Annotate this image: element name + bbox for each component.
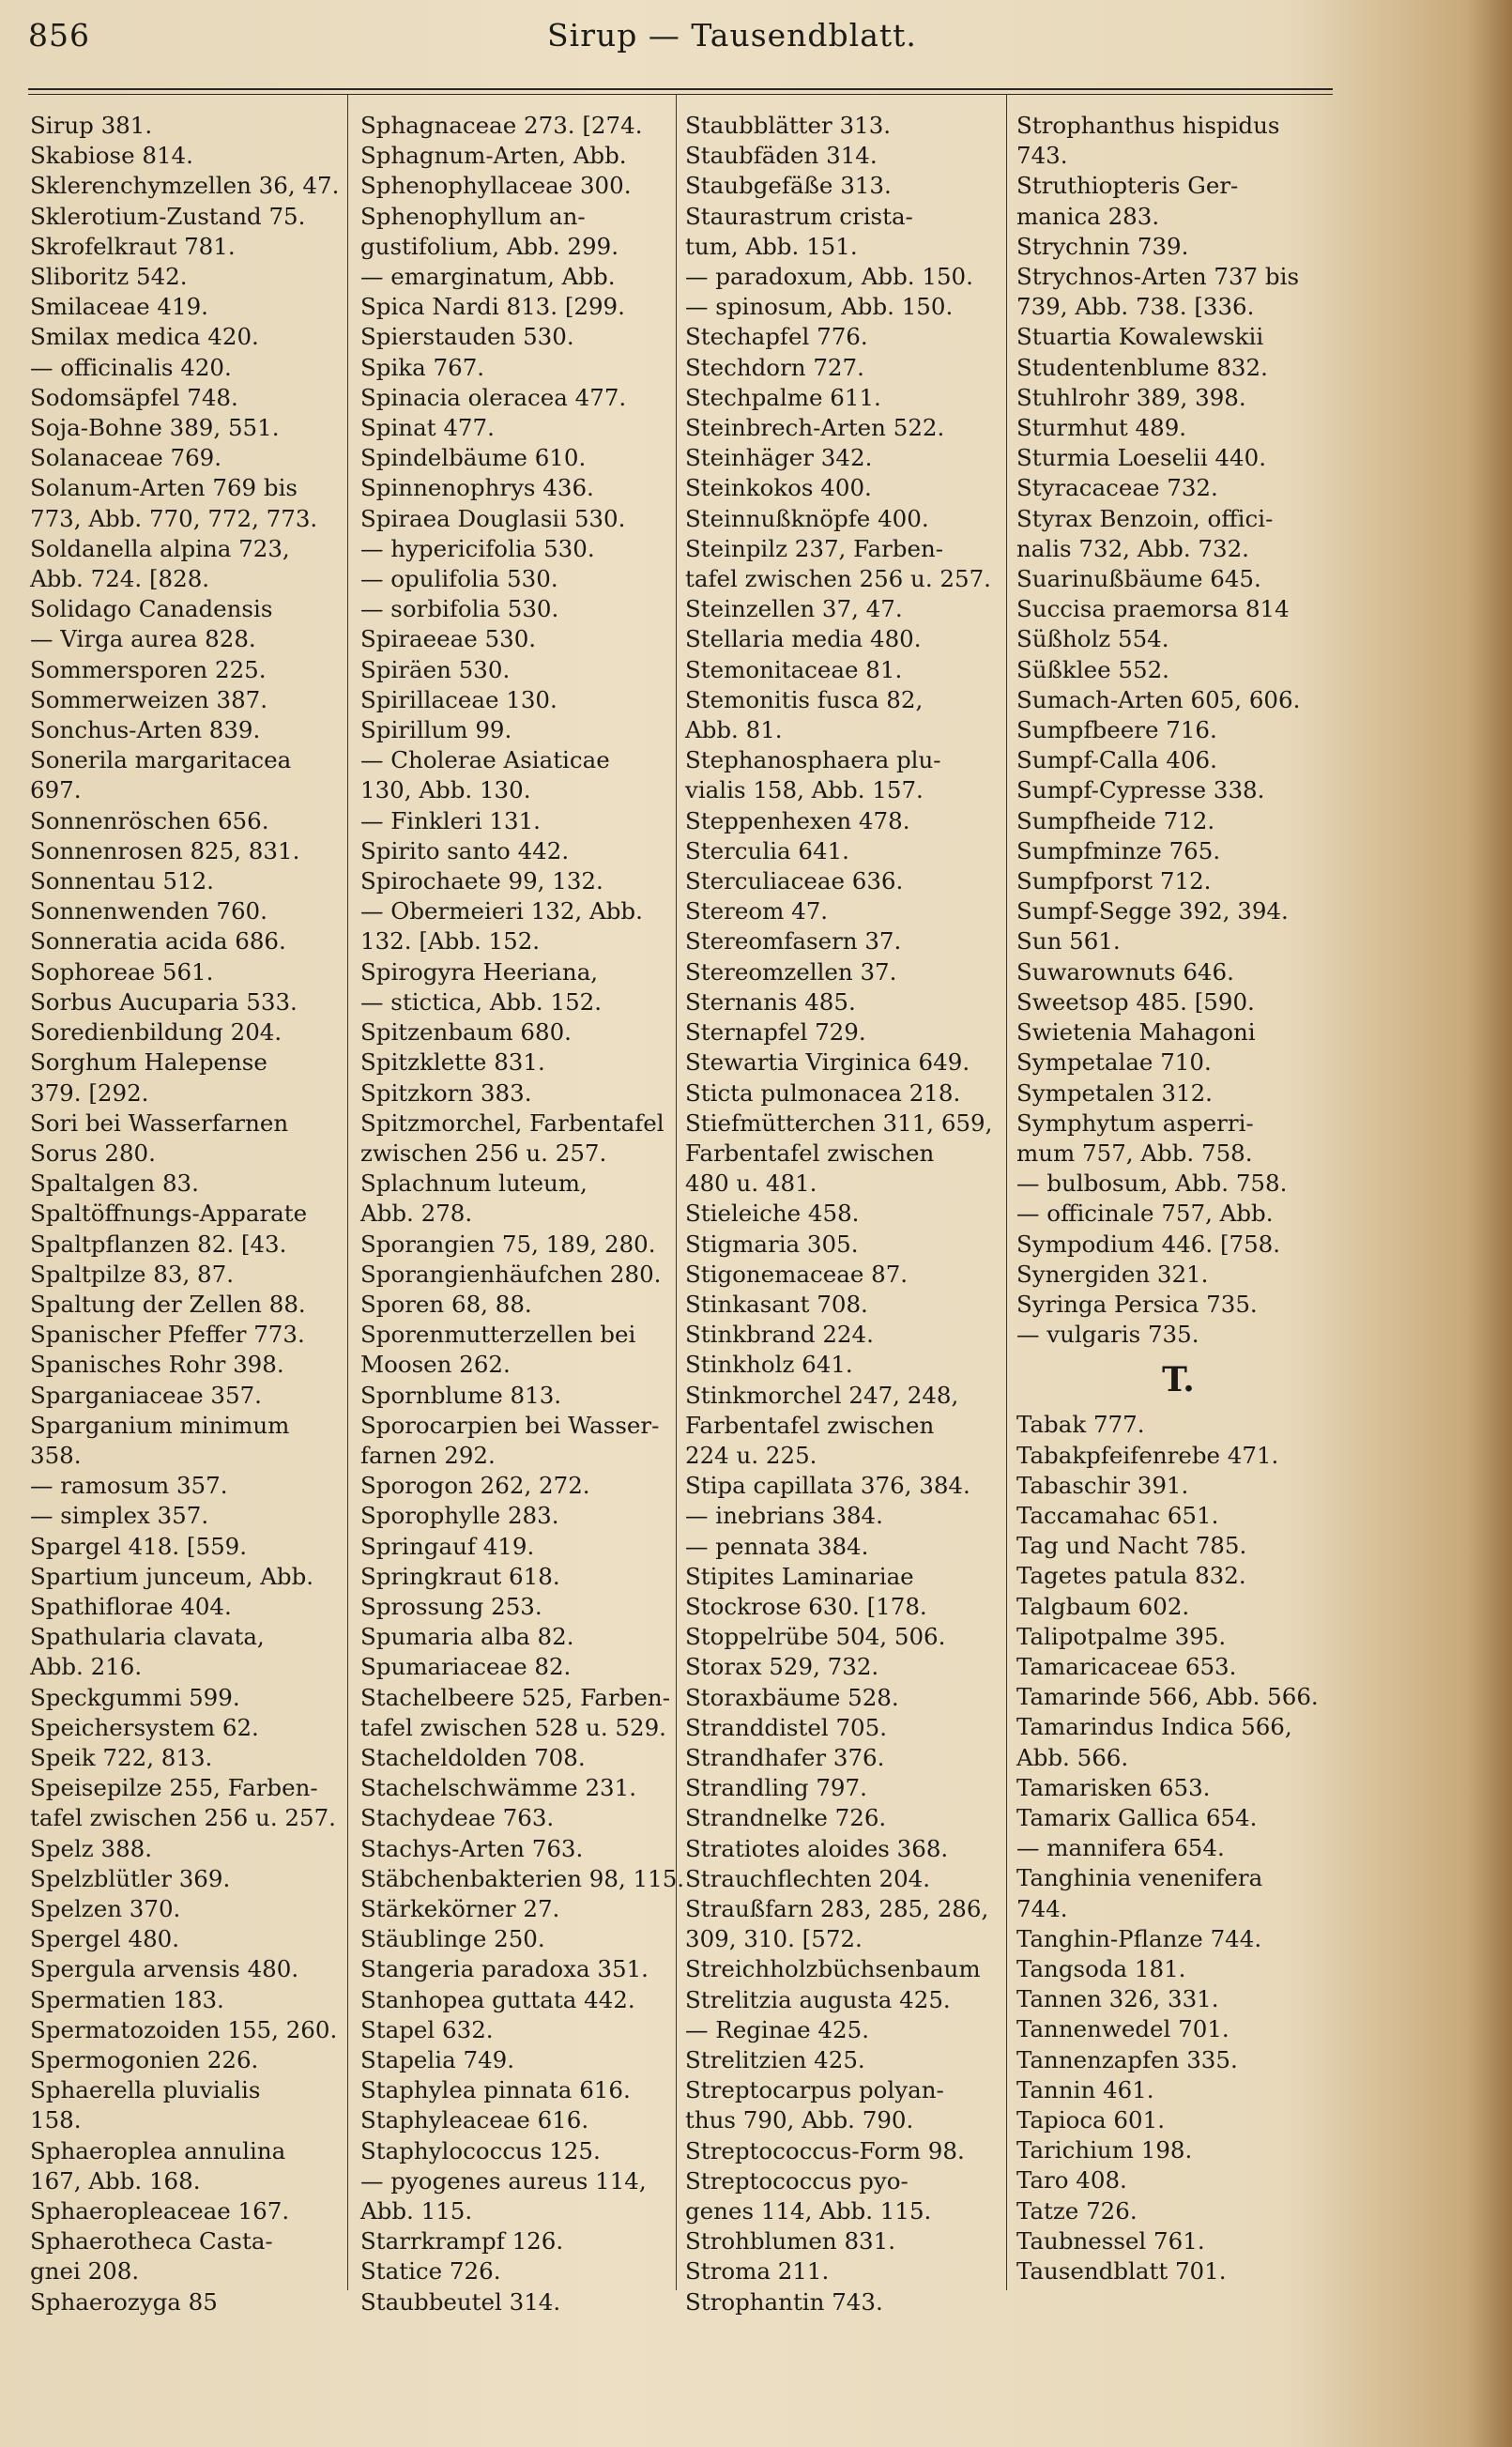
- index-entry: Syringa Persica 735.: [1016, 1290, 1258, 1318]
- index-entry: — Finkleri 131.: [360, 806, 541, 834]
- index-entry: Statice 726.: [360, 2257, 501, 2286]
- index-entry: Swietenia Mahagoni: [1016, 1018, 1256, 1047]
- index-entry: Sumpfbeere 716.: [1016, 716, 1217, 744]
- index-entry: vialis 158, Abb. 157.: [685, 776, 924, 804]
- index-entry: Speik 722, 813.: [30, 1743, 213, 1771]
- index-entry: Sumpfminze 765.: [1016, 836, 1221, 864]
- index-entry: Stemonitis fusca 82,: [685, 685, 924, 713]
- index-entry: Spinnenophrys 436.: [360, 474, 594, 502]
- index-entry: Strohblumen 831.: [685, 2227, 896, 2256]
- index-entry: Stinkholz 641.: [685, 1351, 853, 1379]
- index-entry: Sterculia 641.: [685, 836, 849, 864]
- index-entry: tafel zwischen 528 u. 529.: [360, 1713, 666, 1741]
- index-entry: Abb. 81.: [685, 716, 783, 744]
- index-entry: Sporogon 262, 272.: [360, 1472, 590, 1500]
- index-column-3: [685, 111, 1009, 2317]
- index-entry: zwischen 256 u. 257.: [360, 1139, 607, 1167]
- index-entry: Spaltöffnungs-Apparate: [30, 1200, 308, 1228]
- index-entry: thus 790, Abb. 790.: [685, 2106, 914, 2134]
- index-entry: Stacheldolden 708.: [360, 1743, 586, 1771]
- index-entry: Stipa capillata 376, 384.: [685, 1472, 970, 1500]
- index-entry: Stachydeae 763.: [360, 1804, 555, 1832]
- header-rule: [28, 88, 1333, 90]
- index-entry: Strophantin 743.: [685, 2287, 883, 2316]
- index-entry: — opulifolia 530.: [360, 565, 558, 593]
- index-entry: Stockrose 630. [178.: [685, 1592, 927, 1620]
- index-entry: Sklerotium-Zustand 75.: [30, 202, 306, 230]
- index-entry: Strandnelke 726.: [685, 1804, 887, 1832]
- index-entry: Sternapfel 729.: [685, 1018, 866, 1047]
- index-entry: Studentenblume 832.: [1016, 353, 1268, 381]
- index-entry: Stachelbeere 525, Farben-: [360, 1683, 670, 1711]
- index-entry: Staurastrum crista-: [685, 202, 913, 230]
- running-title: Sirup — Tausendblatt.: [547, 17, 917, 54]
- index-entry: 743.: [1016, 142, 1068, 170]
- index-entry: Spelzen 370.: [30, 1894, 181, 1922]
- index-entry: Speisepilze 255, Farben-: [30, 1774, 318, 1802]
- index-entry: 132. [Abb. 152.: [360, 927, 541, 956]
- index-entry: 739, Abb. 738. [336.: [1016, 293, 1255, 321]
- index-entry: Spierstauden 530.: [360, 323, 574, 351]
- index-entry: Sporenmutterzellen bei: [360, 1321, 636, 1349]
- index-entry: Sun 561.: [1016, 927, 1121, 956]
- index-entry: Spitzmorchel, Farbentafel: [360, 1109, 664, 1137]
- index-entry: Sonchus-Arten 839.: [30, 716, 261, 744]
- index-entry: Stapel 632.: [360, 2015, 494, 2043]
- index-entry: 744.: [1016, 1894, 1068, 1922]
- index-entry: Stemonitaceae 81.: [685, 655, 903, 683]
- index-entry: Sodomsäpfel 748.: [30, 383, 238, 411]
- index-entry: Taro 408.: [1016, 2166, 1127, 2195]
- index-entry: Spaltpflanzen 82. [43.: [30, 1230, 287, 1258]
- index-entry: Spitzenbaum 680.: [360, 1018, 572, 1047]
- index-entry: Steinhäger 342.: [685, 444, 873, 472]
- index-entry: Stereomfasern 37.: [685, 927, 902, 956]
- index-entry: Tausendblatt 701.: [1016, 2257, 1227, 2286]
- index-entry: Steinpilz 237, Farben-: [685, 534, 944, 562]
- index-entry: Spirillaceae 130.: [360, 685, 557, 713]
- index-entry: Sphaerella pluvialis: [30, 2076, 261, 2104]
- index-entry: Spermatien 183.: [30, 1985, 224, 2013]
- index-entry: Spumaria alba 82.: [360, 1623, 574, 1651]
- index-entry: Stapelia 749.: [360, 2046, 515, 2073]
- index-entry: Sonnenwenden 760.: [30, 897, 267, 925]
- index-entry: 224 u. 225.: [685, 1441, 817, 1469]
- index-entry: Strelitzien 425.: [685, 2046, 865, 2073]
- index-entry: Abb. 115.: [360, 2197, 473, 2225]
- index-entry: genes 114, Abb. 115.: [685, 2197, 932, 2225]
- index-entry: Sympetalen 312.: [1016, 1078, 1213, 1107]
- page-header: [0, 8, 1342, 64]
- index-entry: — stictica, Abb. 152.: [360, 987, 603, 1016]
- index-entry: Sumpf-Segge 392, 394.: [1016, 897, 1289, 925]
- index-entry: Spitzkorn 383.: [360, 1078, 532, 1107]
- index-entry: Streichholzbüchsenbaum: [685, 1955, 981, 1983]
- index-entry: Abb. 216.: [30, 1653, 143, 1681]
- index-entry: Styrax Benzoin, offici-: [1016, 504, 1274, 532]
- index-entry: Spinacia oleracea 477.: [360, 383, 627, 411]
- index-entry: Sorbus Aucuparia 533.: [30, 987, 298, 1016]
- index-entry: Staubblätter 313.: [685, 112, 892, 139]
- index-entry: Soja-Bohne 389, 551.: [30, 414, 280, 442]
- index-entry: Stratiotes aloides 368.: [685, 1834, 949, 1862]
- index-entry: Sphagnum-Arten, Abb.: [360, 142, 627, 170]
- index-entry: Sternanis 485.: [685, 987, 856, 1016]
- index-entry: gustifolium, Abb. 299.: [360, 232, 619, 260]
- index-entry: — officinalis 420.: [30, 353, 232, 381]
- index-entry: 697.: [30, 776, 82, 804]
- index-entry: Talgbaum 602.: [1016, 1592, 1190, 1620]
- index-entry: Stigmaria 305.: [685, 1230, 859, 1258]
- index-entry: Sorus 280.: [30, 1139, 156, 1167]
- index-entry: Speichersystem 62.: [30, 1713, 259, 1741]
- index-entry: Spermogonien 226.: [30, 2046, 259, 2073]
- index-entry: Spinat 477.: [360, 414, 495, 442]
- index-entry: Succisa praemorsa 814: [1016, 595, 1290, 623]
- index-entry: Storaxbäume 528.: [685, 1683, 899, 1711]
- index-entry: Tannin 461.: [1016, 2075, 1154, 2103]
- index-entry: Moosen 262.: [360, 1351, 511, 1379]
- index-entry: — paradoxum, Abb. 150.: [685, 263, 973, 291]
- index-entry: Strophanthus hispidus: [1016, 112, 1280, 139]
- index-entry: — hypericifolia 530.: [360, 534, 595, 562]
- index-entry: Talipotpalme 395.: [1016, 1622, 1227, 1650]
- index-entry: Steinbrech-Arten 522.: [685, 414, 945, 442]
- index-entry: Stäublinge 250.: [360, 1925, 545, 1953]
- page-number: 856: [28, 17, 90, 54]
- index-entry: Sklerenchymzellen 36, 47.: [30, 172, 340, 200]
- index-entry: Sorghum Halepense: [30, 1048, 267, 1077]
- index-entry: Stipites Laminariae: [685, 1562, 914, 1590]
- index-entry: Sumpfporst 712.: [1016, 867, 1212, 895]
- index-entry: Abb. 724. [828.: [30, 565, 210, 593]
- index-entry: Sticta pulmonacea 218.: [685, 1078, 961, 1107]
- index-entry: Sphagnaceae 273. [274.: [360, 112, 643, 139]
- index-entry: Spirito santo 442.: [360, 836, 570, 864]
- index-entry: 358.: [30, 1441, 82, 1469]
- index-entry: Tannenzapfen 335.: [1016, 2045, 1238, 2073]
- index-entry: Stewartia Virginica 649.: [685, 1048, 970, 1077]
- index-entry: Suarinußbäume 645.: [1016, 565, 1261, 593]
- index-entry: 309, 310. [572.: [685, 1925, 863, 1953]
- index-entry: Spiräen 530.: [360, 655, 511, 683]
- index-entry: Tag und Nacht 785.: [1016, 1532, 1247, 1560]
- index-entry: — sorbifolia 530.: [360, 595, 559, 623]
- index-entry: Sphenophyllaceae 300.: [360, 172, 632, 200]
- index-entry: — Obermeieri 132, Abb.: [360, 897, 643, 925]
- index-entry: Suwarownuts 646.: [1016, 957, 1234, 986]
- index-entry: Sumpf-Calla 406.: [1016, 746, 1217, 774]
- index-entry: Solanum-Arten 769 bis: [30, 474, 298, 502]
- index-entry: Sonneratia acida 686.: [30, 927, 286, 956]
- index-entry: — mannifera 654.: [1016, 1834, 1225, 1862]
- index-entry: Tatze 726.: [1016, 2196, 1138, 2225]
- index-entry: Stuartia Kowalewskii: [1016, 323, 1264, 351]
- index-entry: Sporangien 75, 189, 280.: [360, 1230, 656, 1258]
- index-entry: Sumpf-Cypresse 338.: [1016, 776, 1265, 804]
- index-entry: Tanghinia venenifera: [1016, 1864, 1263, 1892]
- index-entry: Stuhlrohr 389, 398.: [1016, 383, 1246, 411]
- index-entry: Sonnentau 512.: [30, 867, 214, 895]
- index-column-4: [1016, 111, 1340, 2286]
- index-entry: Spica Nardi 813. [299.: [360, 293, 625, 321]
- index-entry: Sommerweizen 387.: [30, 685, 268, 713]
- index-entry: — Cholerae Asiaticae: [360, 746, 610, 774]
- index-entry: — inebrians 384.: [685, 1502, 883, 1530]
- index-entry: — bulbosum, Abb. 758.: [1016, 1170, 1288, 1198]
- index-entry: Stinkasant 708.: [685, 1290, 868, 1318]
- index-entry: 130, Abb. 130.: [360, 776, 531, 804]
- index-entry: Abb. 566.: [1016, 1743, 1129, 1771]
- index-entry: Spirillum 99.: [360, 716, 512, 744]
- index-entry: Sparganiaceae 357.: [30, 1381, 262, 1409]
- index-entry: Stieleiche 458.: [685, 1200, 860, 1228]
- index-entry: Staubgefäße 313.: [685, 172, 892, 200]
- index-entry: Sonnenrosen 825, 831.: [30, 836, 300, 864]
- index-entry: Tagetes patula 832.: [1016, 1562, 1246, 1590]
- index-entry: Solanaceae 769.: [30, 444, 222, 472]
- index-entry: mum 757, Abb. 758.: [1016, 1139, 1253, 1167]
- index-entry: Speckgummi 599.: [30, 1683, 240, 1711]
- index-entry: Spika 767.: [360, 353, 485, 381]
- index-entry: Spaltalgen 83.: [30, 1170, 199, 1198]
- index-entry: Strandling 797.: [685, 1774, 867, 1802]
- index-entry: Tapioca 601.: [1016, 2106, 1165, 2133]
- index-entry: Sprossung 253.: [360, 1592, 542, 1620]
- index-entry: Soredienbildung 204.: [30, 1018, 283, 1047]
- index-entry: — pyogenes aureus 114,: [360, 2166, 647, 2195]
- index-entry: 379. [292.: [30, 1078, 149, 1107]
- index-entry: 773, Abb. 770, 772, 773.: [30, 504, 318, 532]
- index-entry: Tamarix Gallica 654.: [1016, 1803, 1258, 1831]
- index-entry: Sphaerotheca Casta-: [30, 2227, 273, 2256]
- index-entry: Struthiopteris Ger-: [1016, 172, 1239, 200]
- index-entry: Sophoreae 561.: [30, 957, 214, 986]
- index-column-2: [360, 111, 684, 2317]
- index-entry: Stinkbrand 224.: [685, 1321, 874, 1349]
- index-entry: Sympodium 446. [758.: [1016, 1230, 1281, 1258]
- index-entry: Styracaceae 732.: [1016, 474, 1218, 502]
- index-entry: Tamarisken 653.: [1016, 1773, 1211, 1801]
- index-entry: Sonnenröschen 656.: [30, 806, 269, 834]
- index-entry: Spumariaceae 82.: [360, 1653, 572, 1681]
- index-entry: — Reginae 425.: [685, 2015, 869, 2043]
- index-entry: Spornblume 813.: [360, 1381, 562, 1409]
- index-entry: Sphaeroplea annulina: [30, 2136, 286, 2164]
- index-entry: Tarichium 198.: [1016, 2136, 1193, 2164]
- index-entry: Sturmia Loeselii 440.: [1016, 444, 1267, 472]
- index-entry: tafel zwischen 256 u. 257.: [685, 565, 991, 593]
- index-entry: Steinnußknöpfe 400.: [685, 504, 929, 532]
- index-entry: Farbentafel zwischen: [685, 1411, 935, 1439]
- index-entry: Smilaceae 419.: [30, 293, 208, 321]
- index-entry: — Virga aurea 828.: [30, 625, 256, 653]
- index-entry: Steinkokos 400.: [685, 474, 872, 502]
- index-entry: Sommersporen 225.: [30, 655, 267, 683]
- index-entry: — ramosum 357.: [30, 1472, 228, 1500]
- index-entry: Strauchflechten 204.: [685, 1864, 931, 1892]
- index-entry: — vulgaris 735.: [1016, 1321, 1199, 1349]
- index-entry: Sparganium minimum: [30, 1411, 290, 1439]
- index-entry: Spirogyra Heeriana,: [360, 957, 599, 986]
- index-entry: Storax 529, 732.: [685, 1653, 879, 1681]
- index-entry: Stachelschwämme 231.: [360, 1774, 637, 1802]
- index-entry: Sphenophyllum an-: [360, 202, 586, 230]
- index-entry: Spartium junceum, Abb.: [30, 1562, 314, 1590]
- index-entry: Tannen 326, 331.: [1016, 1985, 1219, 2013]
- index-entry: Sirup 381.: [30, 112, 153, 139]
- index-entry: Tamaricaceae 653.: [1016, 1652, 1237, 1680]
- index-entry: Stärkekörner 27.: [360, 1894, 560, 1922]
- index-entry: Staphyleaceae 616.: [360, 2106, 589, 2134]
- index-entry: Spergula arvensis 480.: [30, 1955, 299, 1983]
- index-entry: Stechpalme 611.: [685, 383, 881, 411]
- index-entry: Steinzellen 37, 47.: [685, 595, 903, 623]
- index-entry: Steppenhexen 478.: [685, 806, 910, 834]
- index-entry: Starrkrampf 126.: [360, 2227, 564, 2256]
- index-entry: nalis 732, Abb. 732.: [1016, 534, 1249, 562]
- index-entry: gnei 208.: [30, 2257, 140, 2286]
- index-entry: Tangsoda 181.: [1016, 1954, 1186, 1982]
- header-rule-thin: [28, 94, 1333, 95]
- index-entry: Symphytum asperri-: [1016, 1109, 1254, 1137]
- index-entry: 158.: [30, 2106, 82, 2134]
- index-entry: Tamarindus Indica 566,: [1016, 1713, 1292, 1741]
- index-entry: Farbentafel zwischen: [685, 1139, 935, 1167]
- index-entry: Spergel 480.: [30, 1925, 180, 1953]
- index-entry: — emarginatum, Abb.: [360, 263, 616, 291]
- index-entry: Synergiden 321.: [1016, 1260, 1209, 1288]
- index-entry: — spinosum, Abb. 150.: [685, 293, 954, 321]
- index-entry: farnen 292.: [360, 1441, 496, 1469]
- index-entry: Spanischer Pfeffer 773.: [30, 1321, 305, 1349]
- index-entry: Staphylococcus 125.: [360, 2136, 601, 2164]
- index-entry: — officinale 757, Abb.: [1016, 1200, 1274, 1228]
- index-entry: 167, Abb. 168.: [30, 2166, 201, 2195]
- index-entry: Sphaerozyga 85: [30, 2287, 218, 2316]
- index-entry: Stechapfel 776.: [685, 323, 868, 351]
- index-entry: Tabaschir 391.: [1016, 1471, 1189, 1499]
- index-entry: Stigonemaceae 87.: [685, 1260, 909, 1288]
- index-entry: Stangeria paradoxa 351.: [360, 1955, 649, 1983]
- index-entry: Sori bei Wasserfarnen: [30, 1109, 289, 1137]
- index-entry: Süßholz 554.: [1016, 625, 1169, 653]
- index-entry: Sumpfheide 712.: [1016, 806, 1215, 834]
- index-entry: Streptococcus-Form 98.: [685, 2136, 965, 2164]
- index-entry: Spermatozoiden 155, 260.: [30, 2015, 338, 2043]
- index-entry: Stellaria media 480.: [685, 625, 922, 653]
- index-entry: tafel zwischen 256 u. 257.: [30, 1804, 336, 1832]
- index-entry: Spindelbäume 610.: [360, 444, 587, 472]
- index-entry: Spanisches Rohr 398.: [30, 1351, 284, 1379]
- section-letter: T.: [1162, 1360, 1195, 1400]
- index-entry: Sporangienhäufchen 280.: [360, 1260, 662, 1288]
- index-entry: 480 u. 481.: [685, 1170, 817, 1198]
- index-entry: manica 283.: [1016, 202, 1160, 230]
- index-entry: — pennata 384.: [685, 1532, 869, 1560]
- index-entry: Stiefmütterchen 311, 659,: [685, 1109, 993, 1137]
- index-entry: Strychnos-Arten 737 bis: [1016, 263, 1300, 291]
- index-entry: Sliboritz 542.: [30, 263, 188, 291]
- index-entry: Staphylea pinnata 616.: [360, 2076, 631, 2104]
- index-entry: Streptocarpus polyan-: [685, 2076, 944, 2104]
- index-entry: Stroma 211.: [685, 2257, 830, 2286]
- index-entry: Tabakpfeifenrebe 471.: [1016, 1441, 1279, 1469]
- index-entry: Stäbchenbakterien 98, 115.: [360, 1864, 685, 1892]
- index-entry: Sporocarpien bei Wasser-: [360, 1411, 660, 1439]
- index-entry: Staubfäden 314.: [685, 142, 878, 170]
- index-entry: Springauf 419.: [360, 1532, 535, 1560]
- index-entry: Stephanosphaera plu-: [685, 746, 941, 774]
- index-entry: Spathularia clavata,: [30, 1623, 265, 1651]
- index-entry: Taccamahac 651.: [1016, 1501, 1219, 1529]
- index-entry: Spitzklette 831.: [360, 1048, 545, 1077]
- index-entry: Stechdorn 727.: [685, 353, 864, 381]
- index-entry: Strychnin 739.: [1016, 232, 1189, 260]
- index-entry: Spaltung der Zellen 88.: [30, 1290, 306, 1318]
- index-entry: Straußfarn 283, 285, 286,: [685, 1894, 989, 1922]
- index-entry: Tannenwedel 701.: [1016, 2015, 1229, 2043]
- index-entry: Stanhopea guttata 442.: [360, 1985, 635, 2013]
- index-entry: Stoppelrübe 504, 506.: [685, 1623, 946, 1651]
- index-entry: Skrofelkraut 781.: [30, 232, 236, 260]
- index-entry: Taubnessel 761.: [1016, 2226, 1205, 2255]
- index-entry: Springkraut 618.: [360, 1562, 560, 1590]
- index-entry: Spiraea Douglasii 530.: [360, 504, 626, 532]
- index-entry: Sterculiaceae 636.: [685, 867, 904, 895]
- index-entry: Tamarinde 566, Abb. 566.: [1016, 1683, 1319, 1711]
- index-entry: Spathiflorae 404.: [30, 1592, 232, 1620]
- index-entry: Sonerila margaritacea: [30, 746, 292, 774]
- index-entry: Stereomzellen 37.: [685, 957, 897, 986]
- index-entry: Stranddistel 705.: [685, 1713, 888, 1741]
- index-entry: Sumach-Arten 605, 606.: [1016, 685, 1301, 713]
- index-entry: Tabak 777.: [1016, 1411, 1145, 1439]
- index-entry: Smilax medica 420.: [30, 323, 259, 351]
- index-entry: Staubbeutel 314.: [360, 2287, 561, 2316]
- index-entry: Spiraeeae 530.: [360, 625, 537, 653]
- index-entry: Streptococcus pyo-: [685, 2166, 909, 2195]
- index-entry: Spargel 418. [559.: [30, 1532, 248, 1560]
- index-entry: Stachys-Arten 763.: [360, 1834, 584, 1862]
- index-column-1: [30, 111, 354, 2317]
- index-entry: Sympetalae 710.: [1016, 1048, 1212, 1077]
- index-entry: Stereom 47.: [685, 897, 829, 925]
- index-entry: Spirochaete 99, 132.: [360, 867, 603, 895]
- index-entry: Stinkmorchel 247, 248,: [685, 1381, 959, 1409]
- index-entry: Splachnum luteum,: [360, 1170, 588, 1198]
- index-entry: Strandhafer 376.: [685, 1743, 885, 1771]
- index-entry: Sphaeropleaceae 167.: [30, 2197, 290, 2225]
- index-entry: Tanghin-Pflanze 744.: [1016, 1924, 1262, 1952]
- index-entry: Strelitzia augusta 425.: [685, 1985, 951, 2013]
- index-entry: Sturmhut 489.: [1016, 414, 1187, 442]
- index-entry: Abb. 278.: [360, 1200, 473, 1228]
- index-entry: — simplex 357.: [30, 1502, 209, 1530]
- index-entry: Skabiose 814.: [30, 142, 193, 170]
- index-entry: Süßklee 552.: [1016, 655, 1169, 683]
- index-entry: Sporophylle 283.: [360, 1502, 559, 1530]
- index-entry: Spelzblütler 369.: [30, 1864, 231, 1892]
- index-entry: Sporen 68, 88.: [360, 1290, 532, 1318]
- index-entry: tum, Abb. 151.: [685, 232, 858, 260]
- index-entry: Soldanella alpina 723,: [30, 534, 290, 562]
- index-entry: Solidago Canadensis: [30, 595, 273, 623]
- index-entry: Sweetsop 485. [590.: [1016, 987, 1255, 1016]
- index-entry: Spelz 388.: [30, 1834, 153, 1862]
- index-entry: Spaltpilze 83, 87.: [30, 1260, 235, 1288]
